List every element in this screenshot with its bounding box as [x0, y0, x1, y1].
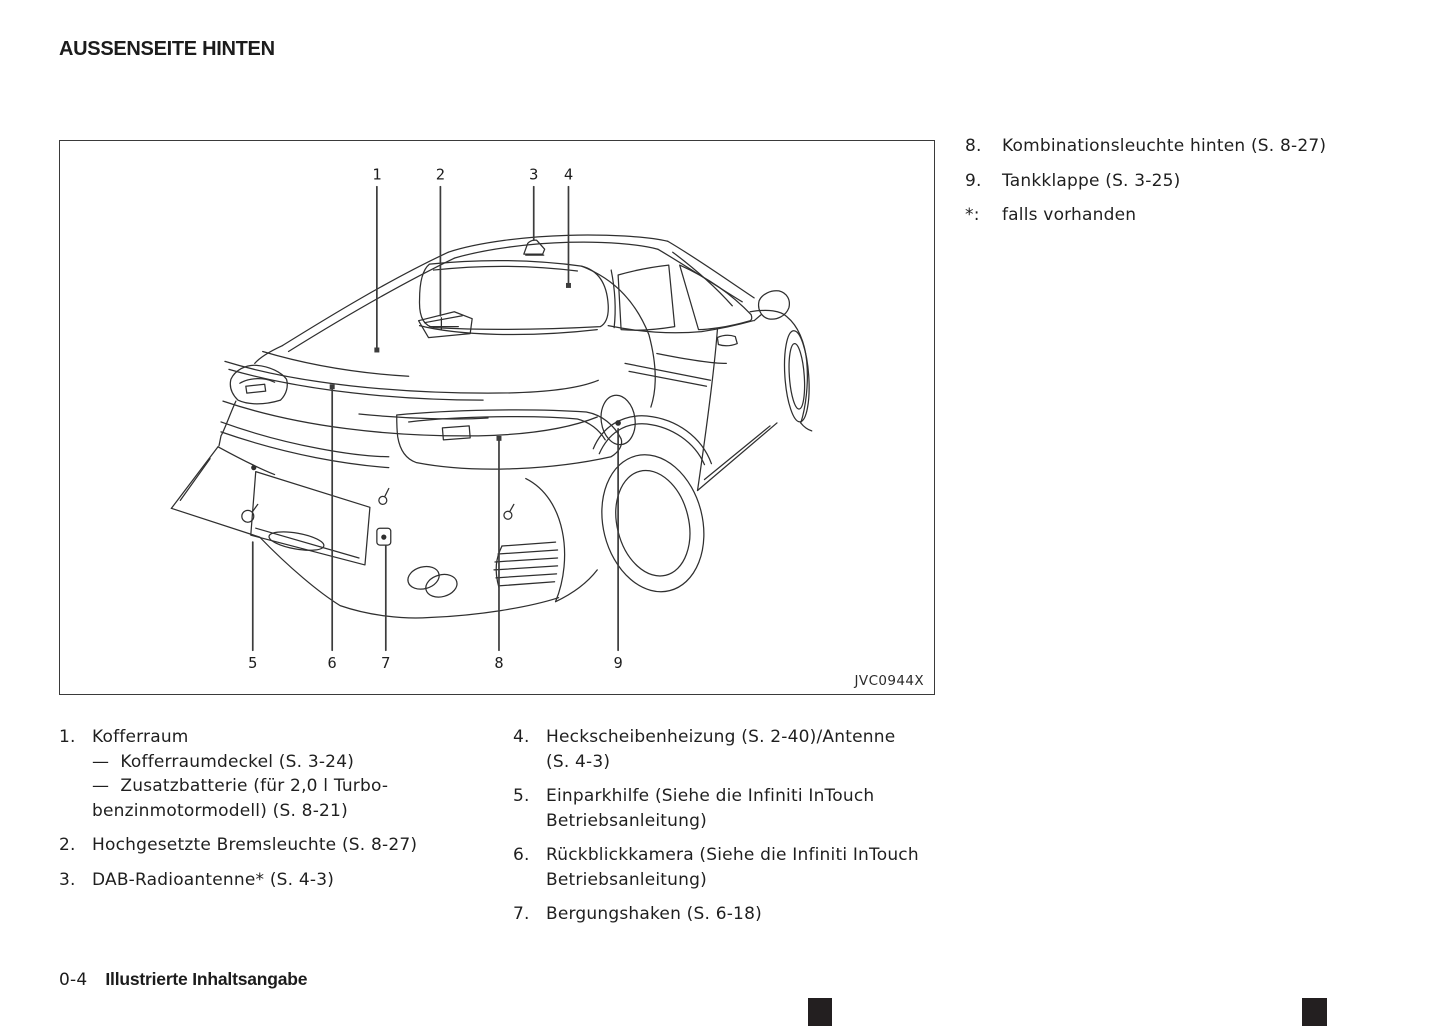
legend-item-text: Kofferraum: [92, 727, 189, 747]
legend-item-number: 1.: [59, 727, 76, 747]
legend-left: [59, 725, 489, 902]
legend-item-number: 3.: [59, 869, 76, 890]
legend-item-text: (S. 4-3): [546, 751, 611, 772]
legend-right: [965, 134, 1395, 238]
callout-3: 3: [529, 165, 539, 184]
legend-item-number: 6.: [513, 845, 530, 865]
legend-item-number: 8.: [965, 136, 982, 156]
legend-middle: [513, 725, 963, 937]
car-body-outline: [171, 235, 812, 618]
legend-item-asterisk: [965, 203, 1395, 228]
legend-item-text: Tankklappe (S. 3-25): [1002, 170, 1181, 191]
legend-item-number: 7.: [513, 904, 530, 924]
legend-item-number: 5.: [513, 786, 530, 806]
figure-code: JVC0944X: [854, 673, 924, 689]
legend-item-4: [513, 725, 963, 774]
legend-item-text: Betriebsanleitung): [546, 869, 707, 890]
callout-5: 5: [248, 654, 258, 673]
tab-mark: [1302, 998, 1327, 1026]
callout-9: 9: [613, 654, 623, 673]
page-footer: [59, 969, 307, 990]
legend-item-2: [59, 833, 489, 858]
legend-item-5: [513, 784, 963, 833]
tab-mark: [808, 998, 832, 1026]
legend-item-text: Einparkhilfe (Siehe die Infiniti InTouch: [546, 786, 875, 806]
legend-item-1: [59, 725, 489, 823]
legend-item-number: *:: [965, 205, 980, 225]
legend-item-7: [513, 902, 963, 927]
legend-item-8: [965, 134, 1395, 159]
legend-item-text: Heckscheibenheizung (S. 2-40)/Antenne: [546, 727, 896, 747]
page-title: AUSSENSEITE HINTEN: [59, 38, 275, 60]
figure-frame: [59, 140, 935, 695]
callout-4: 4: [563, 165, 574, 184]
legend-item-text: falls vorhanden: [1002, 205, 1137, 225]
legend-item-9: [965, 169, 1395, 194]
callout-8: 8: [494, 654, 504, 673]
legend-item-number: 2.: [59, 835, 76, 855]
callout-7: 7: [381, 654, 391, 673]
page-number: 0-4: [59, 970, 88, 990]
legend-item-number: 4.: [513, 727, 530, 747]
legend-item-3: [59, 868, 489, 893]
legend-item-text: Hochgesetzte Bremsleuchte (S. 8-27): [92, 835, 418, 855]
callout-1: 1: [372, 165, 382, 184]
callout-6: 6: [327, 654, 337, 673]
legend-item-text: benzinmotormodell) (S. 8-21): [92, 800, 348, 821]
legend-item-text: Rückblickkamera (Siehe die Infiniti InTouch: [546, 845, 919, 865]
legend-item-text: — Zusatzbatterie (für 2,0 l Turbo-: [92, 776, 389, 796]
car-rear-diagram: [60, 141, 932, 692]
legend-item-text: Bergungshaken (S. 6-18): [546, 904, 762, 924]
callout-2: 2: [435, 165, 446, 184]
legend-item-text: — Kofferraumdeckel (S. 3-24): [92, 751, 355, 772]
legend-item-number: 9.: [965, 170, 982, 191]
legend-item-text: DAB-Radioantenne* (S. 4-3): [92, 869, 335, 890]
legend-item-text: Betriebsanleitung): [546, 810, 707, 831]
legend-item-text: Kombinationsleuchte hinten (S. 8-27): [1002, 136, 1327, 156]
legend-item-6: [513, 843, 963, 892]
footer-section-title: Illustrierte Inhaltsangabe: [105, 969, 308, 989]
